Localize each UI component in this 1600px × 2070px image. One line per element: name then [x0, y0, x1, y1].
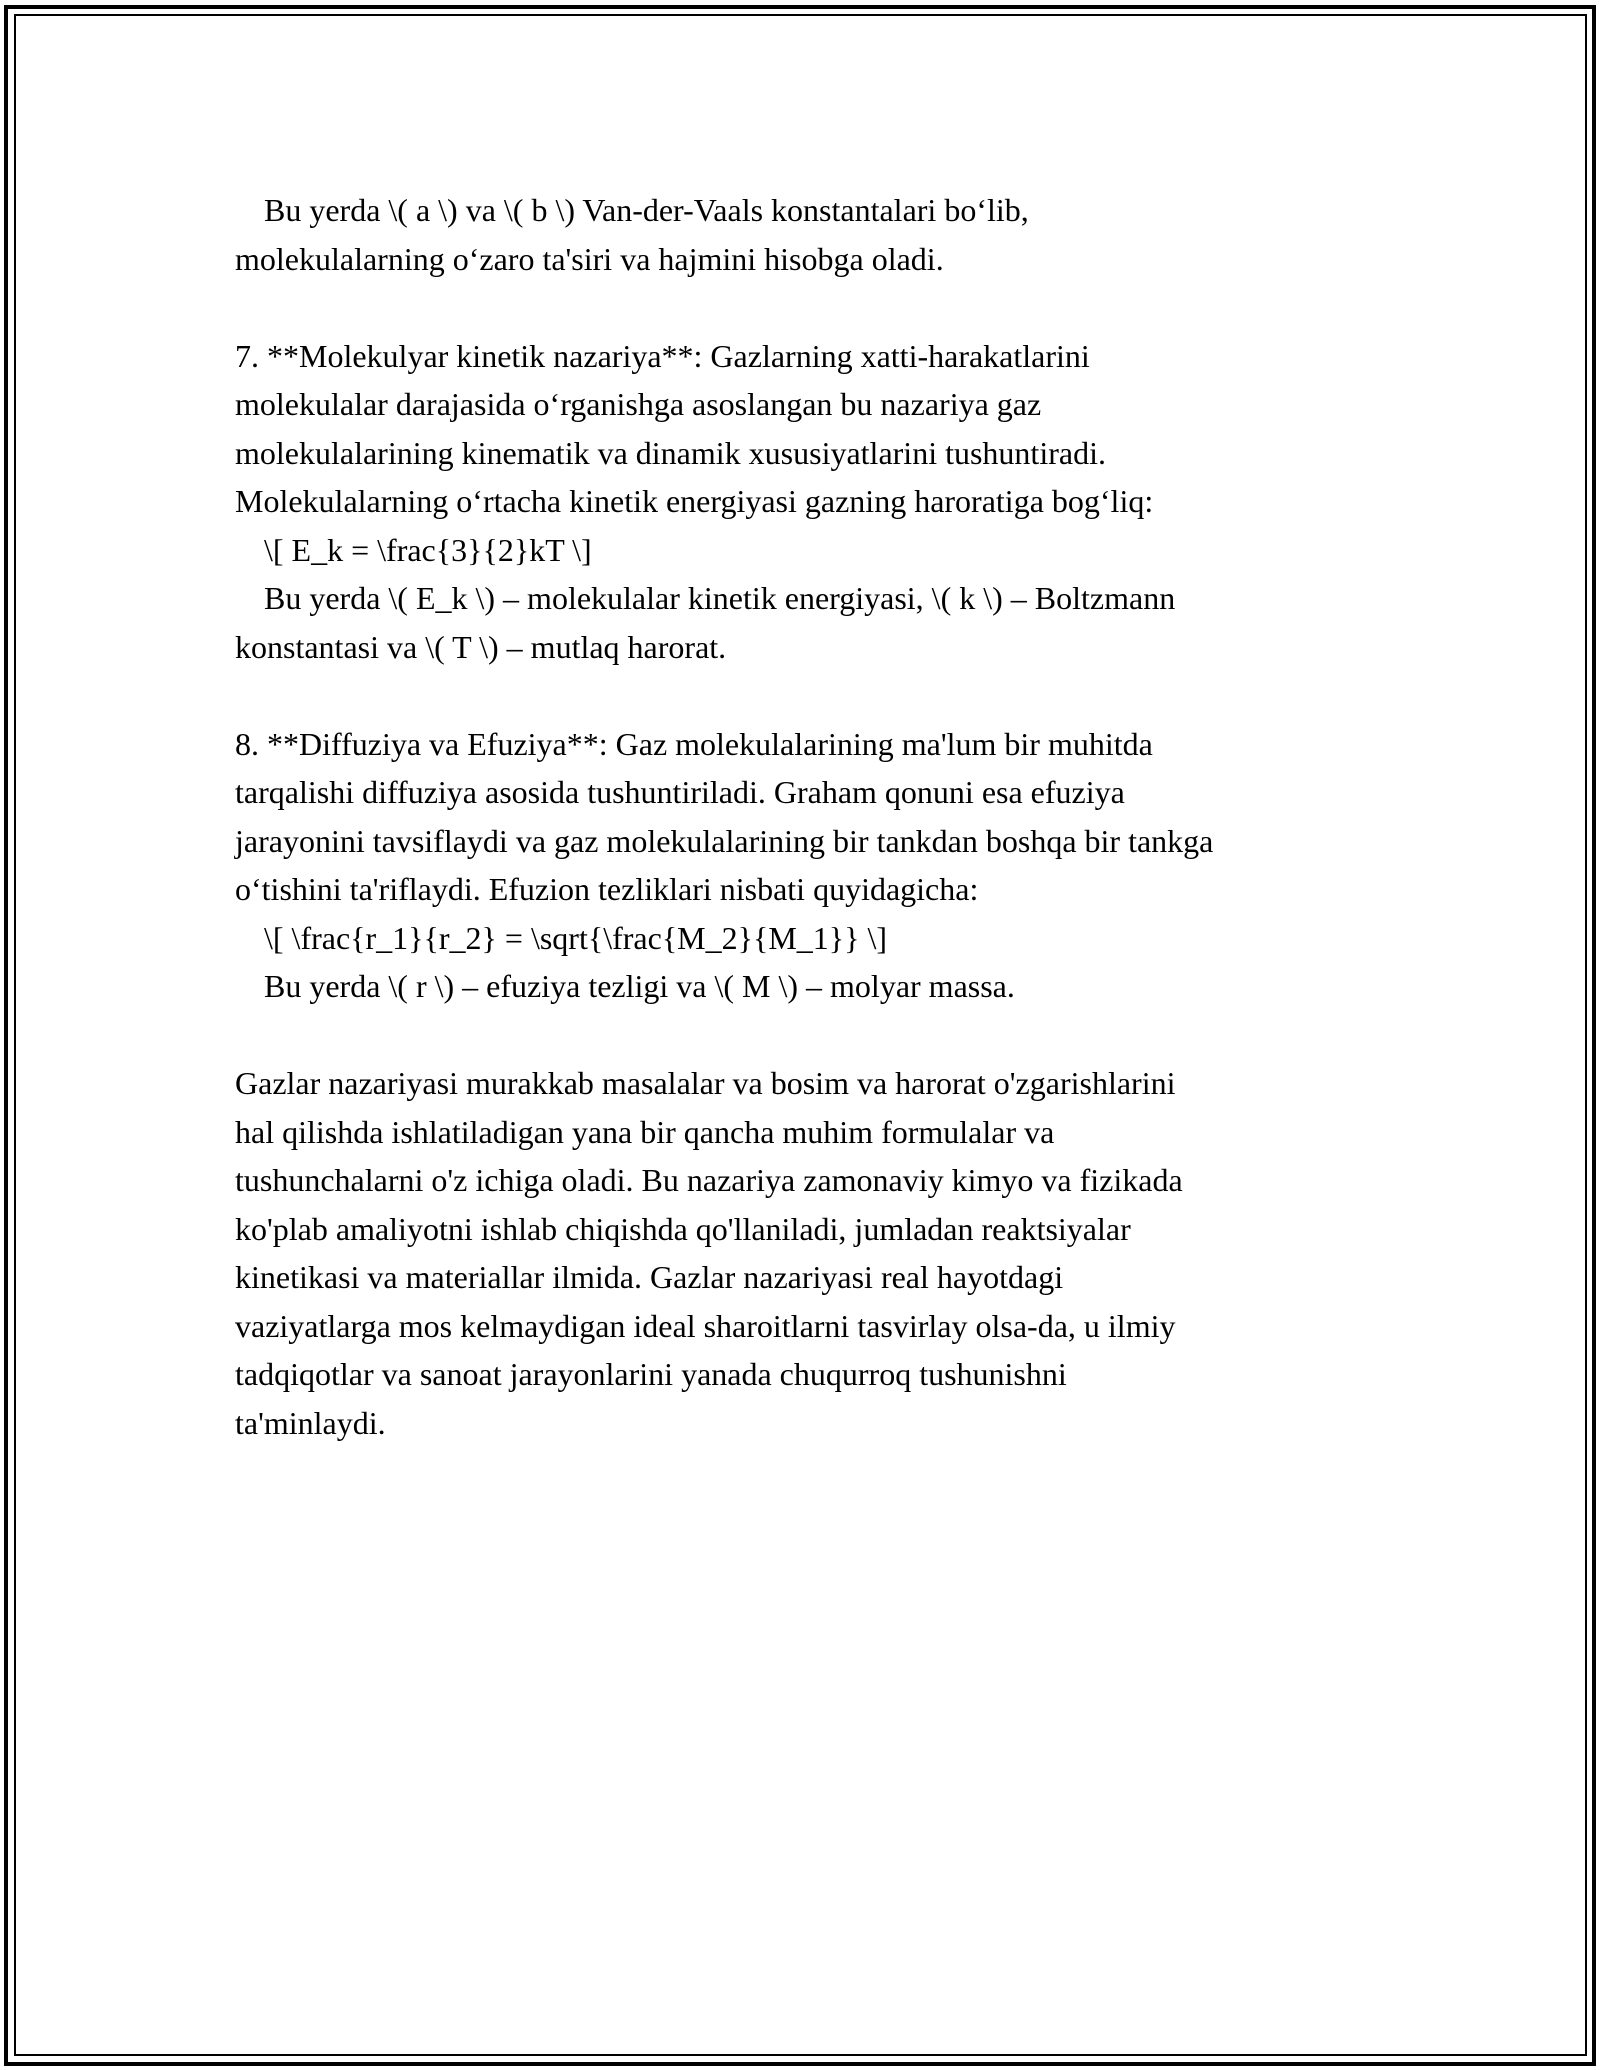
conclusion-paragraph: [235, 1059, 1375, 1447]
text-line: vaziyatlarga mos kelmaydigan ideal sharoitlarni tasvirlay olsa-da, u ilmiy: [235, 1307, 1176, 1344]
section-diffusion-effusion: [235, 720, 1375, 1011]
text-line: Bu yerda \( E_k \) – molekulalar kinetik energiyasi, \( k \) – Boltzmann: [264, 580, 1176, 616]
text-line: hal qilishda ishlatiladigan yana bir qancha muhim formulalar va: [235, 1113, 1055, 1150]
text-line: tadqiqotlar va sanoat jarayonlarini yanada chuqurroq tushunishni: [235, 1356, 1067, 1392]
text-line: molekulalarining kinematik va dinamik xususiyatlarini tushuntiradi.: [235, 434, 1106, 471]
text-line: tarqalishi diffuziya asosida tushuntiriladi. Graham qonuni esa efuziya: [235, 774, 1125, 810]
text-line: Molekulalarning o‘rtacha kinetik energiyasi gazning haroratiga bog‘liq:: [235, 483, 1154, 519]
text-line: ko'plab amaliyotni ishlab chiqishda qo'llaniladi, jumladan reaktsiyalar: [235, 1210, 1131, 1247]
text-line: Bu yerda \( r \) – efuziya tezligi va \( M \) – molyar massa.: [264, 968, 1015, 1004]
paragraph-gap: [235, 671, 1375, 720]
text-line: tushunchalarni o'z ichiga oladi. Bu nazariya zamonaviy kimyo va fizikada: [235, 1162, 1183, 1198]
document-body: [235, 186, 1375, 1447]
text-line: molekulalarning o‘zaro ta'siri va hajmini hisobga oladi.: [235, 240, 944, 277]
text-line: o‘tishini ta'riflaydi. Efuzion tezliklari nisbati quyidagicha:: [235, 871, 979, 907]
section-heading-line: 8. **Diffuziya va Efuziya**: Gaz molekulalarining ma'lum bir muhitda: [235, 725, 1153, 762]
text-line: Gazlar nazariyasi murakkab masalalar va bosim va harorat o'zgarishlarini: [235, 1065, 1176, 1101]
text-line: Bu yerda \( a \) va \( b \) Van-der-Vaals konstantalari bo‘lib,: [264, 192, 1029, 228]
van-der-waals-note: [235, 186, 1375, 283]
text-line: jarayonini tavsiflaydi va gaz molekulalarining bir tankdan boshqa bir tankga: [235, 822, 1214, 859]
formula-line: \[ \frac{r_1}{r_2} = \sqrt{\frac{M_2}{M_1}} \]: [264, 919, 888, 956]
text-line: ta'minlaydi.: [235, 1404, 386, 1441]
text-line: konstantasi va \( T \) – mutlaq harorat.: [235, 628, 727, 665]
paragraph-gap: [235, 283, 1375, 332]
text-line: kinetikasi va materiallar ilmida. Gazlar nazariyasi real hayotdagi: [235, 1259, 1064, 1295]
section-heading-line: 7. **Molekulyar kinetik nazariya**: Gazlarning xatti-harakatlarini: [235, 337, 1090, 374]
paragraph-gap: [235, 1011, 1375, 1060]
section-molecular-kinetic-theory: [235, 332, 1375, 672]
text-line: molekulalar darajasida o‘rganishga asoslangan bu nazariya gaz: [235, 386, 1042, 422]
formula-line: \[ E_k = \frac{3}{2}kT \]: [264, 531, 592, 568]
